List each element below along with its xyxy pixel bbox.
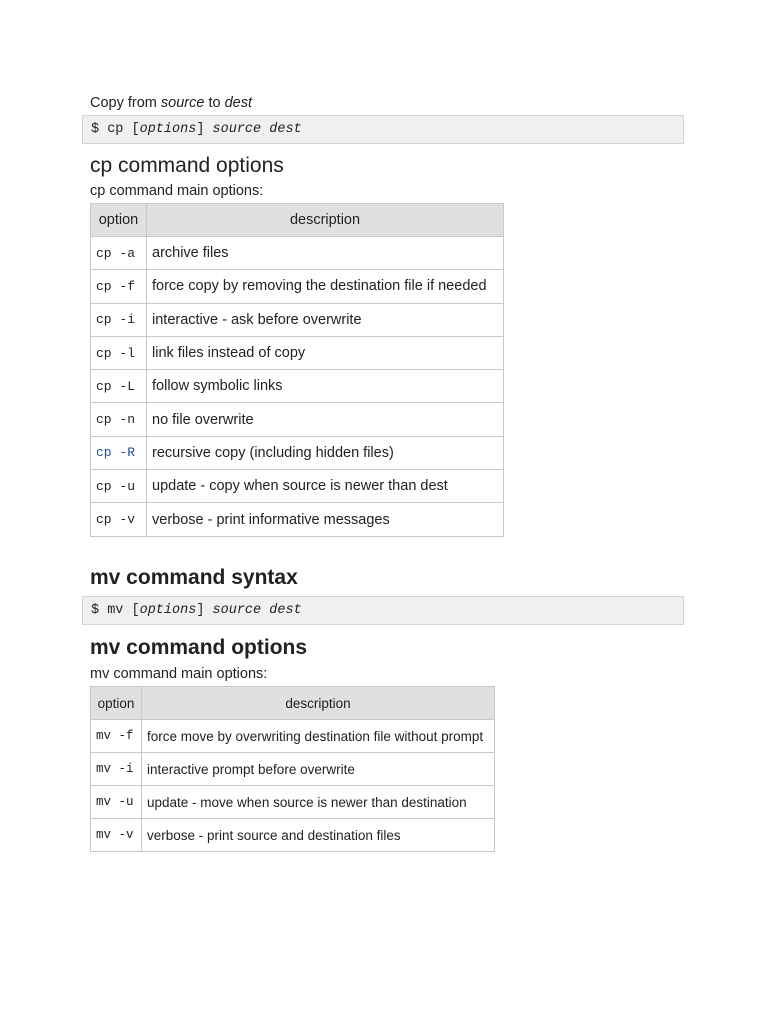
mv-syntax-heading: mv command syntax (90, 566, 298, 589)
mv-code-close: ] (196, 603, 213, 618)
table-row (91, 303, 504, 336)
column-header-description: description (147, 204, 504, 237)
description-cell: force move by overwriting destination file without prompt (142, 720, 495, 753)
cp-code-prompt: $ cp [ (91, 122, 140, 137)
option-cell: mv -f (91, 720, 142, 753)
table-row (91, 336, 504, 369)
description-cell: force copy by removing the destination file if needed (147, 270, 504, 303)
mv-options-heading: mv command options (90, 636, 308, 659)
cp-code-close: ] (196, 122, 213, 137)
option-cell: cp -f (91, 270, 147, 303)
mv-code-options: options (139, 603, 197, 618)
option-cell: cp -v (91, 503, 147, 536)
table-row (91, 470, 504, 503)
cp-syntax-code (82, 115, 684, 144)
table-row (91, 786, 495, 819)
option-cell: mv -i (91, 753, 142, 786)
table-row (91, 503, 504, 536)
description-cell: recursive copy (including hidden files) (147, 436, 504, 469)
column-header-description: description (142, 687, 495, 720)
option-cell: cp -a (91, 237, 147, 270)
description-cell: verbose - print source and destination files (142, 819, 495, 852)
description-cell: follow symbolic links (147, 370, 504, 403)
table-row (91, 403, 504, 436)
copy-prefix: Copy from (90, 95, 161, 111)
cp-options-table (90, 203, 504, 537)
copy-dest-term: dest (224, 95, 253, 111)
option-cell: cp -i (91, 303, 147, 336)
description-cell: update - move when source is newer than destination (142, 786, 495, 819)
table-row (91, 270, 504, 303)
mv-code-dest: dest (269, 603, 302, 618)
column-header-option: option (91, 687, 142, 720)
description-cell: interactive prompt before overwrite (142, 753, 495, 786)
option-cell: cp -u (91, 470, 147, 503)
table-row (91, 370, 504, 403)
table-header-row (91, 204, 504, 237)
copy-source-term: source (160, 95, 205, 111)
cp-code-dest: dest (269, 122, 302, 137)
mv-code-prompt: $ mv [ (91, 603, 140, 618)
description-cell: update - copy when source is newer than dest (147, 470, 504, 503)
table-row (91, 819, 495, 852)
description-cell: no file overwrite (147, 403, 504, 436)
description-cell: link files instead of copy (147, 336, 504, 369)
mv-syntax-code (82, 596, 684, 625)
option-cell: cp -n (91, 403, 147, 436)
mv-code-source: source (212, 603, 262, 618)
option-link-cp-r[interactable]: cp -R (91, 436, 147, 469)
table-row (91, 237, 504, 270)
option-cell: cp -l (91, 336, 147, 369)
table-row (91, 720, 495, 753)
copy-description (90, 94, 252, 112)
table-row (91, 436, 504, 469)
option-cell: mv -v (91, 819, 142, 852)
table-header-row (91, 687, 495, 720)
description-cell: interactive - ask before overwrite (147, 303, 504, 336)
column-header-option: option (91, 204, 147, 237)
cp-code-source: source (212, 122, 262, 137)
description-cell: verbose - print informative messages (147, 503, 504, 536)
copy-middle: to (204, 95, 225, 111)
option-cell: mv -u (91, 786, 142, 819)
cp-code-options: options (139, 122, 197, 137)
cp-options-subtitle: cp command main options: (90, 183, 264, 199)
table-row (91, 753, 495, 786)
mv-options-table (90, 686, 495, 852)
description-cell: archive files (147, 237, 504, 270)
cp-options-heading: cp command options (90, 154, 284, 177)
option-cell: cp -L (91, 370, 147, 403)
mv-options-subtitle: mv command main options: (90, 666, 268, 682)
